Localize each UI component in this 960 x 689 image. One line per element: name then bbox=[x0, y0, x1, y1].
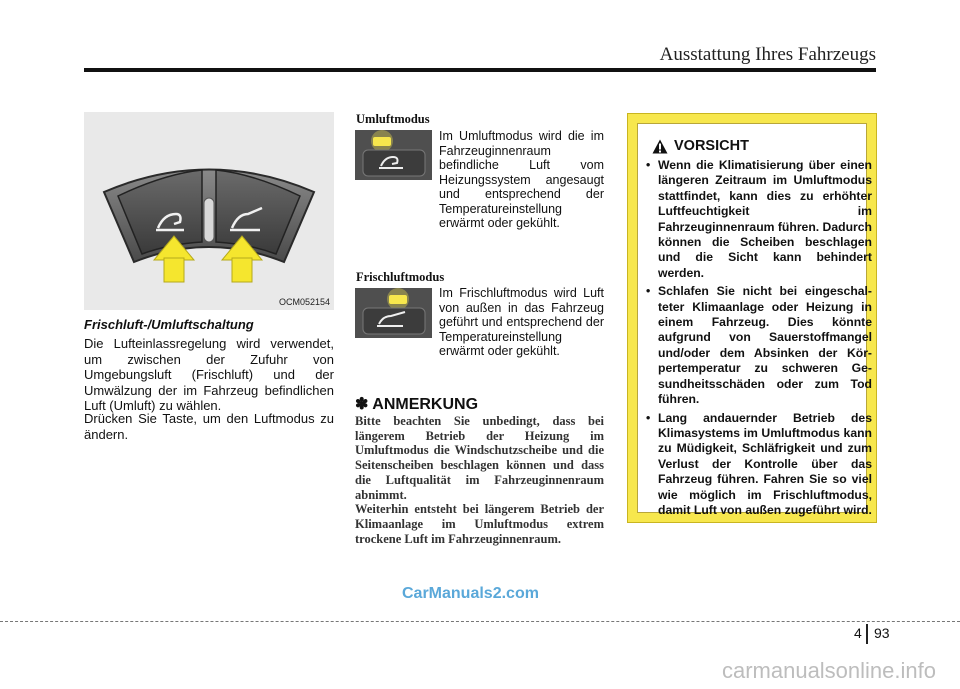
warning-item: • Wenn die Klimatisierung über einen längeren Zeitraum im Umluftmodus stattfindet, kann dies zu erhöhter Luftfeuchtigkeit im Fahrzeuginnenraum führen. Dadurch können die Scheiben beschlagen und die Sicht kann behindert werden. bbox=[646, 158, 872, 281]
fresh-air-button-image bbox=[355, 288, 432, 338]
chapter-number: 4 bbox=[854, 625, 862, 641]
note-paragraph: Bitte beachten Sie unbedingt, dass bei längerem Betrieb der Heizung im Umluftmodus die Windschutzscheibe und die Seitenscheiben beschlagen können und dass die Luftqualität im Fahrzeuginnenraum abnimmt. bbox=[355, 414, 604, 502]
instruction-paragraph: Drücken Sie Taste, um den Luftmodus zu ändern. bbox=[84, 411, 334, 442]
control-panel-illustration bbox=[84, 112, 334, 310]
warning-heading-label: VORSICHT bbox=[674, 138, 749, 154]
mode-text-fresh-air: Im Frischluftmodus wird Luft von außen in das Fahrzeug geführt und entsprechend der Temperatureinstellung erwärmt oder gekühlt. bbox=[439, 286, 604, 358]
mode-text-recirculation: Im Umluftmodus wird die im Fahrzeuginnenraum befindliche Luft vom Heizungssystem angesaugt und entsprechend der Temperatureinstellung erwärmt oder gekühlt. bbox=[439, 129, 604, 230]
note-paragraph: Weiterhin entsteht bei längerem Betrieb der Klimaanlage im Umluftmodus extrem trockene Luft im Fahrzeuginnenraum. bbox=[355, 502, 604, 546]
page-header-title: Ausstattung Ihres Fahrzeugs bbox=[659, 44, 876, 65]
warning-box bbox=[627, 113, 877, 523]
air-intake-control-figure bbox=[84, 112, 334, 310]
page-number-divider bbox=[866, 624, 868, 644]
note-body bbox=[355, 414, 604, 546]
page-number: 93 bbox=[874, 625, 890, 641]
watermark-link[interactable]: CarManuals2.com bbox=[402, 585, 539, 602]
section-heading: Frischluft-/Umluftschaltung bbox=[84, 317, 254, 332]
mode-title-fresh-air: Frischluftmodus bbox=[356, 270, 445, 284]
footer-rule bbox=[0, 621, 960, 622]
warning-inner bbox=[637, 123, 872, 517]
header-rule bbox=[84, 68, 876, 72]
mode-title-recirculation: Umluftmodus bbox=[356, 112, 430, 126]
warning-item: • Schlafen Sie nicht bei eingeschal-teter Klimaanlage oder Heizung in einem Fahrzeug. Dies könnte aufgrund von Sauerstoffmangel und/oder dem Absinken der Kör-pertemperatur zu schweren Ge-sundheitsschäden oder zum Tod führen. bbox=[646, 284, 872, 407]
figure-code: OCM052154 bbox=[278, 297, 330, 307]
warning-heading bbox=[652, 138, 749, 154]
footer-watermark: carmanualsonline.info bbox=[721, 658, 936, 683]
note-heading: ✽ ANMERKUNG bbox=[355, 396, 479, 413]
warning-triangle-icon bbox=[652, 139, 668, 154]
warning-list bbox=[646, 158, 872, 521]
intro-paragraph: Die Lufteinlassregelung wird verwendet, um zwischen der Zufuhr von Umgebungsluft (Frischluft) und der Umwälzung der im Fahrzeug befindlichen Luft (Umluft) zu wählen. bbox=[84, 336, 334, 413]
warning-item: • Lang andauernder Betrieb des Klimasystems im Umluftmodus kann zu Müdigkeit, Schläfrigkeit und zum Verlust der Kontrolle über das Fahrzeug führen. Fahren Sie so viel wie möglich im Frischluftmodus, damit Luft von außen zugeführt wird. bbox=[646, 411, 872, 519]
recirculation-button-image bbox=[355, 130, 432, 180]
